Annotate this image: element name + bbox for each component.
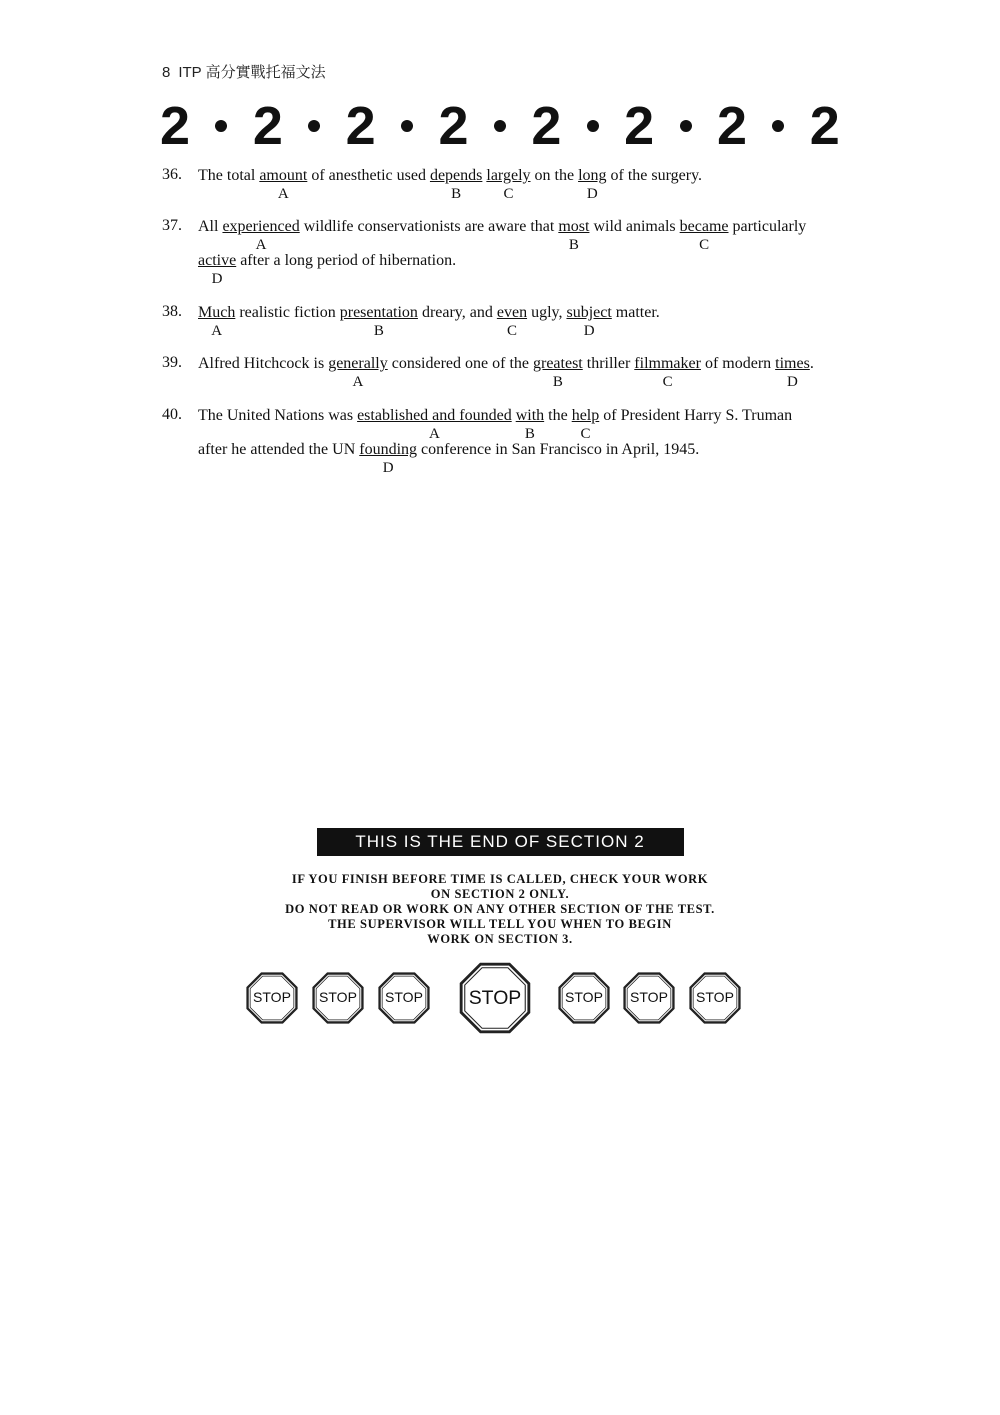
question-item [162,217,852,285]
underlined-option: times D [775,355,810,390]
underlined-option: with B [515,407,545,442]
question-line [162,251,852,285]
bullet-dot-icon [772,120,784,132]
section-number: 2 [624,96,655,156]
underlined-option: help C [571,407,600,442]
question-item [162,303,852,337]
option-letter: D [787,374,798,390]
octagon-stop-sign-icon [246,972,298,1024]
option-letter: D [586,186,598,202]
option-letter: B [552,374,563,390]
underlined-option: became C [679,218,729,253]
option-letter: D [382,460,394,476]
section-number: 2 [531,96,562,156]
question-number: 39. [162,354,182,371]
option-letter: A [211,323,223,339]
question-line [162,303,852,337]
question-number: 38. [162,303,182,320]
underlined-option: even C [496,304,528,339]
book-title: ITP 高分實戰托福文法 [178,64,326,81]
question-item [162,354,852,388]
question-number: 36. [162,166,182,183]
stop-sign-label: STOP [385,989,423,1006]
option-letter: A [428,426,440,442]
option-letter: C [662,374,673,390]
end-of-section-block [0,828,1000,947]
bullet-dot-icon [215,120,227,132]
section-number: 2 [716,96,748,156]
option-letter: B [524,426,535,442]
bullet-dot-icon [308,120,320,132]
underlined-option: greatest B [533,355,583,390]
option-letter: C [506,323,517,339]
question-text: The United Nations was established and founded A with B the help C of President Harry S. Truman [198,407,793,442]
bullet-dot-icon [494,120,506,132]
underlined-option: generally A [328,355,388,390]
underlined-option: founding D [359,441,418,476]
stop-sign-label: STOP [319,989,357,1006]
option-letter: A [352,374,364,390]
option-letter: B [451,186,462,202]
instruction-line: ON SECTION 2 ONLY. [430,887,570,901]
underlined-option: filmmaker C [634,355,701,390]
bullet-dot-icon [401,120,413,132]
octagon-stop-sign-icon [558,972,610,1024]
question-item [162,406,852,474]
question-line [162,217,852,251]
underlined-option: amount A [259,167,308,202]
octagon-stop-sign-icon [378,972,430,1024]
section-number: 2 [345,96,376,156]
question-text: Alfred Hitchcock is generally A considered one of the greatest B thriller filmmaker C of modern times D . [198,355,814,390]
instruction-line: THE SUPERVISOR WILL TELL YOU WHEN TO BEGIN [328,917,672,931]
underlined-option: most B [558,218,590,253]
octagon-stop-sign-icon [459,962,531,1034]
section-number: 2 [809,96,840,156]
underlined-option: active D [198,252,237,287]
question-line [162,354,852,388]
octagon-stop-sign-icon [623,972,675,1024]
question-text: All experienced A wildlife conservationists are aware that most B wild animals became C particularly [198,218,807,253]
option-letter: D [211,271,223,287]
instruction-line: DO NOT READ OR WORK ON ANY OTHER SECTION OF THE TEST. [285,902,715,916]
underlined-option: established and founded A [357,407,512,442]
option-letter: C [580,426,591,442]
page-number: 8 [162,64,171,81]
underlined-option: presentation B [339,304,418,339]
question-item [162,166,852,200]
underlined-option: largely C [486,167,531,202]
question-line [162,406,852,440]
running-head [162,61,326,82]
option-letter: A [277,186,289,202]
question-text: Much A realistic fiction presentation B dreary, and even C ugly, subject D matter. [198,304,660,339]
section-number: 2 [438,96,469,156]
stop-sign-label: STOP [253,989,291,1006]
option-letter: B [373,323,384,339]
stop-sign-row [0,962,1000,1038]
end-of-section-banner: THIS IS THE END OF SECTION 2 [317,828,684,856]
octagon-stop-sign-icon [689,972,741,1024]
underlined-option: Much A [198,304,236,339]
question-line [162,166,852,200]
underlined-option: experienced A [222,218,300,253]
underlined-option: subject D [566,304,612,339]
stop-sign-label: STOP [468,986,522,1009]
option-letter: C [699,237,710,253]
instruction-line: WORK ON SECTION 3. [427,932,573,946]
underlined-option: depends B [429,167,483,202]
stop-sign-label: STOP [630,989,668,1006]
instruction-line: IF YOU FINISH BEFORE TIME IS CALLED, CHECK YOUR WORK [291,872,709,886]
question-number: 37. [162,217,182,234]
question-text: active D after a long period of hibernation. [198,252,457,287]
option-letter: C [503,186,514,202]
octagon-stop-sign-icon [312,972,364,1024]
bullet-dot-icon [587,120,599,132]
question-line [162,440,852,474]
stop-sign-label: STOP [565,989,603,1006]
section-number-banner [160,96,840,156]
underlined-option: long D [578,167,607,202]
option-letter: A [255,237,267,253]
end-of-section-instructions [0,872,1000,947]
option-letter: D [583,323,595,339]
section-number: 2 [160,96,191,156]
question-text: The total amount A of anesthetic used depends B largely C on the long D of the surgery. [198,167,703,202]
question-number: 40. [162,406,182,423]
section-number: 2 [252,96,283,156]
bullet-dot-icon [680,120,692,132]
option-letter: B [568,237,579,253]
question-text: after he attended the UN founding D conference in San Francisco in April, 1945. [198,441,700,476]
stop-sign-label: STOP [696,989,734,1006]
